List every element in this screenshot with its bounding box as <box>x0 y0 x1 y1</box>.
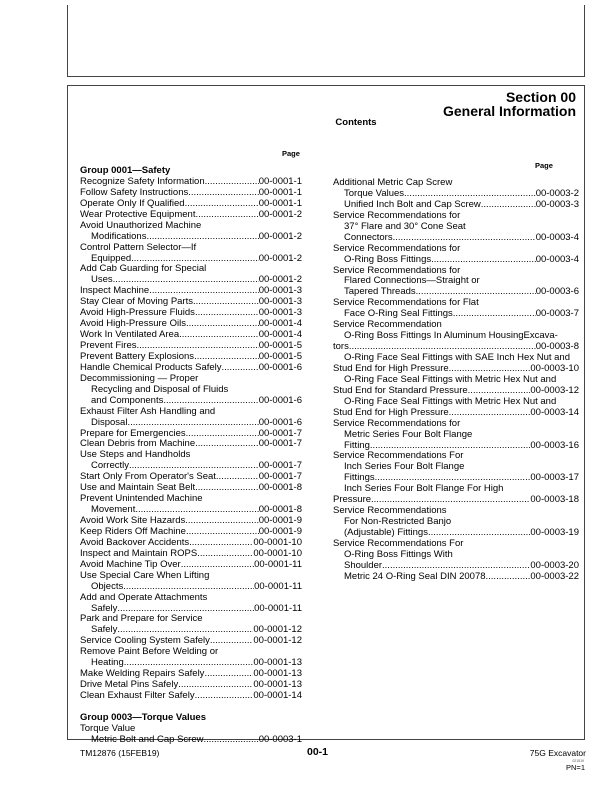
toc-entry-title: Use and Maintain Seat Belt <box>80 482 196 494</box>
toc-entry-page: 00-0001-6 <box>258 394 302 406</box>
toc-entry-title: 37° Flare and 30° Cone Seat <box>344 220 466 232</box>
toc-entry-title: Handle Chemical Products Safely <box>80 361 222 373</box>
toc-entry-title: Service Recommendation <box>333 319 442 331</box>
toc-entry-page: 00-0003-3 <box>535 198 579 210</box>
toc-entry-page: 00-0001-7 <box>258 471 302 483</box>
dot-leader <box>195 483 259 494</box>
toc-entry-page: 00-0001-3 <box>258 307 302 319</box>
toc-entry-page: 00-0001-10 <box>253 536 302 548</box>
toc-entry-page: 00-0003-17 <box>530 472 579 484</box>
toc-entry-title: Flared Connections—Straight or <box>344 275 480 287</box>
toc-entry-title: Remove Paint Before Welding or <box>80 646 219 658</box>
toc-entry-title: Avoid High-Pressure Oils <box>80 318 186 330</box>
dot-leader <box>179 330 259 341</box>
toc-entry-title: Service Recommendations for <box>333 242 461 254</box>
dot-leader <box>203 735 258 746</box>
dot-leader <box>222 363 259 374</box>
content-left-border <box>67 85 68 740</box>
toc-entry-page: 00-0003-7 <box>535 308 579 320</box>
toc-entry <box>80 418 302 429</box>
toc-entry-title: Torque Value <box>80 722 136 734</box>
toc-entry <box>80 571 302 582</box>
toc-entry-title: Service Recommendations for Flat <box>333 297 479 309</box>
toc-entry-page: 00-0001-12 <box>253 635 302 647</box>
dot-leader <box>123 582 254 593</box>
toc-entry-page: 00-0001-5 <box>258 350 302 362</box>
toc-entry-title: Avoid Machine Tip Over <box>80 558 181 570</box>
dot-leader <box>481 200 536 211</box>
dot-leader <box>195 308 259 319</box>
toc-entry-title: Park and Prepare for Service <box>80 613 203 625</box>
toc-entry-page: 00-0003-4 <box>535 253 579 265</box>
top-left-border <box>67 5 68 76</box>
toc-entry-title: Use Steps and Handholds <box>80 449 191 461</box>
toc-entry-page: 00-0003-4 <box>535 231 579 243</box>
toc-entry-title: Unified Inch Bolt and Cap Screw <box>344 198 481 210</box>
toc-entry-title: Prevent Battery Explosions <box>80 350 195 362</box>
toc-entry-title: Prepare for Emergencies <box>80 427 186 439</box>
toc-right-column <box>333 178 579 583</box>
toc-entry <box>333 408 579 419</box>
toc-entry-page: 00-0001-1 <box>258 197 302 209</box>
toc-entry <box>80 407 302 418</box>
toc-entry-page: 00-0001-8 <box>258 504 302 516</box>
toc-entry-page: 00-0001-12 <box>253 624 302 636</box>
toc-entry-title: Fitting <box>344 439 370 451</box>
toc-entry-title: O-Ring Boss Fittings In Aluminum HousingExcava- <box>344 330 558 342</box>
toc-entry-title: Group 0001—Safety <box>80 165 171 176</box>
dot-leader <box>188 188 258 199</box>
toc-entry <box>333 255 579 266</box>
toc-entry-title: Stud End for Standard Pressure <box>333 384 468 396</box>
dot-leader <box>204 669 253 680</box>
toc-entry-page: 00-0003-20 <box>530 559 579 571</box>
toc-entry-title: Safely <box>91 624 118 636</box>
dot-leader <box>197 549 253 560</box>
toc-entry-page: 00-0001-10 <box>253 547 302 559</box>
toc-entry-page: 00-0001-1 <box>258 186 302 198</box>
contents-heading: Contents <box>335 117 377 128</box>
toc-entry-page: 00-0003-19 <box>530 527 579 538</box>
toc-entry-title: Start Only From Operator's Seat <box>80 471 216 483</box>
section-title: General Information <box>442 103 576 119</box>
toc-entry-title: Stud End for High Pressure <box>333 362 449 374</box>
toc-entry-title: Objects <box>91 580 124 592</box>
toc-entry-title: Disposal <box>91 416 128 428</box>
toc-entry-title: Drive Metal Pins Safely <box>80 679 179 691</box>
dot-leader <box>449 408 531 419</box>
toc-entry-page: 00-0003-2 <box>535 187 579 199</box>
toc-entry <box>80 691 302 702</box>
toc-entry-page: 00-0003-14 <box>530 406 579 418</box>
top-right-border <box>584 5 585 76</box>
toc-entry-title: Inspect Machine <box>80 285 150 297</box>
toc-entry-title: Use Special Care When Lifting <box>80 569 210 581</box>
toc-entry <box>80 735 302 746</box>
toc-entry-title: Stud End for High Pressure <box>333 406 449 418</box>
toc-entry-page: 00-0003-18 <box>530 494 579 506</box>
toc-entry-page: 00-0001-4 <box>258 329 302 341</box>
content-top-border <box>67 85 585 86</box>
dot-leader <box>186 527 259 538</box>
toc-entry-page: 00-0003-16 <box>530 439 579 451</box>
toc-entry-title: Prevent Fires <box>80 340 137 351</box>
toc-entry <box>80 221 302 232</box>
dot-leader <box>146 232 258 243</box>
toc-entry-page: 00-0001-13 <box>253 668 302 680</box>
toc-entry-page: 00-0001-5 <box>258 340 302 351</box>
section-number: Section 00 <box>505 89 576 105</box>
toc-entry-title: Service Recommendations for <box>333 417 461 429</box>
toc-entry-page: 00-0001-2 <box>258 274 302 286</box>
toc-entry-title: Service Recommendations for <box>333 209 461 221</box>
toc-entry-title: Face O-Ring Seal Fittings <box>344 308 453 320</box>
toc-entry-title: Avoid High-Pressure Fluids <box>80 307 195 319</box>
toc-entry-title: Group 0003—Torque Values <box>80 711 207 723</box>
toc-entry <box>80 593 302 604</box>
toc-entry-title: Equipped <box>91 252 132 264</box>
toc-entry-page: 00-0001-8 <box>258 482 302 494</box>
toc-entry-page: 00-0001-9 <box>258 525 302 537</box>
toc-entry-title: Stay Clear of Moving Parts <box>80 296 193 308</box>
page-column-label-right: Page <box>535 161 553 170</box>
toc-entry-title: Inspect and Maintain ROPS <box>80 547 198 559</box>
toc-entry-title: Recycling and Disposal of Fluids <box>91 383 229 395</box>
toc-entry-page: 00-0003-10 <box>530 362 579 374</box>
dot-leader <box>186 319 259 330</box>
toc-entry <box>333 430 579 441</box>
toc-entry-title: Avoid Work Site Hazards <box>80 515 186 526</box>
toc-entry-page: 00-0001-1 <box>258 175 302 187</box>
dot-leader <box>393 233 536 244</box>
toc-entry-page: 00-0003-12 <box>530 384 579 396</box>
toc-entry-page: 00-0003-8 <box>535 341 579 353</box>
toc-entry <box>333 572 579 583</box>
dot-leader <box>163 396 258 407</box>
toc-entry-page: 00-0001-2 <box>258 230 302 242</box>
dot-leader <box>193 297 259 308</box>
toc-entry-title: Shoulder <box>344 559 383 571</box>
pn-label: PN=1 <box>566 763 585 772</box>
page-column-label-left: Page <box>282 149 300 158</box>
dot-leader <box>216 472 259 483</box>
toc-entry-title: Movement <box>91 504 136 516</box>
toc-entry-title: tors <box>333 341 349 353</box>
toc-entry-title: O-Ring Face Seal Fittings with Metric Hex Nut and <box>344 373 557 385</box>
toc-entry-title: Tapered Threads <box>344 286 416 298</box>
dot-leader <box>195 210 258 221</box>
toc-entry-title: Inch Series Four Bolt Flange For High <box>344 483 504 495</box>
toc-entry-title: Heating <box>91 657 124 669</box>
toc-entry-title: Keep Riders Off Machine <box>80 525 186 537</box>
toc-entry <box>333 244 579 255</box>
toc-entry-title: Service Recommendations for <box>333 264 461 276</box>
content-right-border <box>584 85 585 740</box>
toc-entry-page: 00-0001-13 <box>253 679 302 691</box>
toc-entry-title: Uses <box>91 274 113 286</box>
toc-entry-title: Avoid Unauthorized Machine <box>80 219 202 231</box>
toc-entry-page: 00-0001-11 <box>254 602 302 614</box>
toc-entry-page: 00-0001-2 <box>258 252 302 264</box>
toc-entry-title: Clean Debris from Machine <box>80 438 196 450</box>
dot-leader <box>127 418 258 429</box>
toc-entry-title: (Adjustable) Fittings <box>344 527 428 538</box>
toc-entry-page: 00-0003-1 <box>258 733 302 745</box>
dot-leader <box>185 516 258 527</box>
toc-entry-title: Service Recommendations <box>333 505 447 517</box>
toc-entry-title: Recognize Safety Information <box>80 175 205 187</box>
toc-entry-page: 00-0001-11 <box>254 580 302 592</box>
toc-entry-title: Avoid Backover Accidents <box>80 536 190 548</box>
toc-entry-title: Decommissioning — Proper <box>80 372 199 384</box>
toc-entry <box>80 232 302 243</box>
toc-entry-title: Metric 24 O-Ring Seal DIN 20078 <box>344 570 486 582</box>
toc-entry-title: Operate Only If Qualified <box>80 197 185 209</box>
toc-entry-title: Fittings <box>344 472 375 484</box>
toc-entry-title: Follow Safety Instructions <box>80 186 189 198</box>
toc-entry-title: O-Ring Boss Fittings With <box>344 548 453 560</box>
toc-entry-title: Modifications <box>91 230 147 242</box>
toc-entry-page: 00-0001-14 <box>253 690 302 701</box>
toc-entry <box>80 243 302 254</box>
toc-entry <box>80 396 302 407</box>
toc-entry-title: Work In Ventilated Area <box>80 329 180 341</box>
dot-leader <box>431 255 536 266</box>
toc-entry-page: 00-0001-7 <box>258 427 302 439</box>
dot-leader <box>185 199 259 210</box>
toc-entry-title: Pressure <box>333 494 372 506</box>
toc-entry-page: 00-0003-6 <box>535 286 579 298</box>
toc-entry-page: 00-0001-7 <box>258 438 302 450</box>
toc-entry-page: 00-0001-6 <box>258 361 302 373</box>
toc-entry-page: 00-0001-4 <box>258 318 302 330</box>
toc-entry-title: Service Recommendations For <box>333 450 464 462</box>
toc-entry-title: Exhaust Filter Ash Handling and <box>80 405 216 417</box>
dot-leader <box>453 309 536 320</box>
toc-entry-page: 00-0001-9 <box>258 515 302 526</box>
toc-entry <box>333 233 579 244</box>
toc-left-column <box>80 166 302 746</box>
toc-entry-title: Add and Operate Attachments <box>80 591 208 603</box>
toc-entry-title: Torque Values <box>344 187 405 199</box>
toc-entry-title: Service Cooling System Safely <box>80 635 210 647</box>
toc-entry-title: For Non-Restricted Banjo <box>344 516 452 528</box>
dot-leader <box>195 691 254 702</box>
toc-entry-title: Safely <box>91 602 118 614</box>
toc-entry-title: and Components <box>91 394 164 406</box>
dot-leader <box>486 572 531 583</box>
top-divider <box>67 76 585 77</box>
toc-entry-page: 00-0001-3 <box>258 285 302 297</box>
machine-name: 75G Excavator <box>529 748 586 758</box>
toc-entry-page: 00-0001-7 <box>258 460 302 472</box>
toc-entry-page: 00-0001-11 <box>254 558 302 570</box>
toc-entry-title: Additional Metric Cap Screw <box>333 177 453 188</box>
toc-entry-title: O-Ring Face Seal Fittings with Metric Hex Nut and <box>344 395 557 407</box>
page-number: 00-1 <box>307 746 329 758</box>
toc-entry-title: Inch Series Four Bolt Flange <box>344 461 465 473</box>
toc-entry-title: Service Recommendations For <box>333 537 464 549</box>
toc-entry-title: Connectors <box>344 231 393 243</box>
toc-entry-page: 00-0003-22 <box>530 570 579 582</box>
dot-leader <box>186 429 259 440</box>
dot-leader <box>195 439 259 450</box>
toc-entry-title: O-Ring Face Seal Fittings with SAE Inch Hex Nut and <box>344 352 570 363</box>
toc-entry-page: 00-0001-13 <box>253 657 302 669</box>
toc-entry-title: O-Ring Boss Fittings <box>344 253 432 265</box>
toc-entry-title: Metric Series Four Bolt Flange <box>344 428 473 440</box>
toc-entry-title: Clean Exhaust Filter Safely <box>80 690 195 701</box>
toc-entry-title: Prevent Unintended Machine <box>80 493 203 505</box>
toc-entry-page: 00-0001-2 <box>258 208 302 220</box>
toc-entry-title: Correctly <box>91 460 130 472</box>
dot-leader <box>189 538 253 549</box>
toc-entry-title: Control Pattern Selector—If <box>80 241 197 253</box>
toc-entry <box>80 582 302 593</box>
toc-entry-title: Metric Bolt and Cap Screw <box>91 733 204 745</box>
manual-id: TM12876 (15FEB19) <box>80 748 160 758</box>
toc-entry-page: 00-0001-3 <box>258 296 302 308</box>
toc-entry-page: 00-0001-6 <box>258 416 302 428</box>
toc-entry-title: Wear Protective Equipment <box>80 208 196 220</box>
footer-small-code: 021519 <box>572 759 584 763</box>
toc-entry <box>333 419 579 430</box>
toc-entry-title: Make Welding Repairs Safely <box>80 668 205 680</box>
toc-entry-title: Add Cab Guarding for Special <box>80 263 207 275</box>
dot-leader <box>205 177 259 188</box>
